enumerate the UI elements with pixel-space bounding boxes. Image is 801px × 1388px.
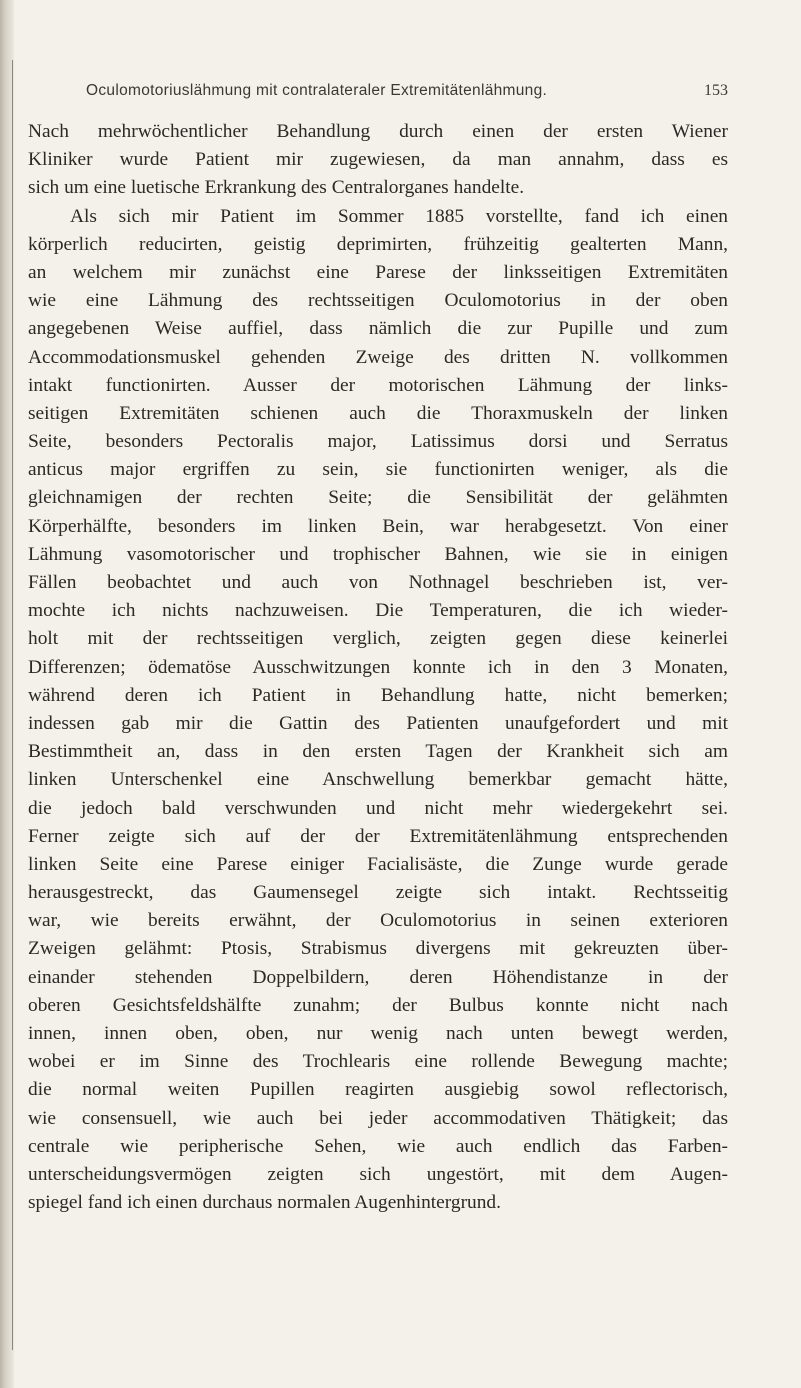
- text-line: Kliniker wurde Patient mir zugewiesen, da man annahm, dass es: [28, 149, 728, 171]
- text-line: sich um eine luetische Erkrankung des Centralorganes handelte.: [28, 177, 525, 199]
- text-line: mochte ich nichts nachzuweisen. Die Temperaturen, die ich wieder-: [28, 600, 728, 622]
- text-line: linken Unterschenkel eine Anschwellung bemerkbar gemacht hätte,: [28, 769, 728, 791]
- text-line: unterscheidungsvermögen zeigten sich ungestört, mit dem Augen-: [28, 1163, 728, 1185]
- binding-edge-line: [12, 60, 13, 1350]
- text-line: gleichnamigen der rechten Seite; die Sensibilität der gelähmten: [28, 487, 728, 509]
- text-line: oberen Gesichtsfeldshälfte zunahm; der Bulbus konnte nicht nach: [28, 994, 728, 1016]
- text-line: wie eine Lähmung des rechtsseitigen Oculomotorius in der oben: [28, 290, 728, 312]
- text-line: war, wie bereits erwähnt, der Oculomotorius in seinen exterioren: [28, 910, 728, 932]
- text-line: seitigen Extremitäten schienen auch die Thoraxmuskeln der linken: [28, 402, 728, 424]
- text-line: indessen gab mir die Gattin des Patienten unaufgefordert und mit: [28, 712, 728, 734]
- text-line: intakt functionirten. Ausser der motorischen Lähmung der links-: [28, 374, 728, 396]
- text-line: die jedoch bald verschwunden und nicht mehr wiedergekehrt sei.: [28, 797, 728, 819]
- text-line: holt mit der rechtsseitigen verglich, zeigten gegen diese keinerlei: [28, 628, 728, 650]
- text-line: Ferner zeigte sich auf der der Extremitätenlähmung entsprechenden: [28, 825, 728, 847]
- text-line: Nach mehrwöchentlicher Behandlung durch einen der ersten Wiener: [28, 121, 728, 142]
- text-line: herausgestreckt, das Gaumensegel zeigte sich intakt. Rechtsseitig: [28, 882, 728, 904]
- text-line: Als sich mir Patient im Sommer 1885 vorstellte, fand ich einen: [70, 205, 728, 227]
- page-number: 153: [704, 82, 728, 99]
- text-line: centrale wie peripherische Sehen, wie auch endlich das Farben-: [28, 1135, 728, 1157]
- text-line: angegebenen Weise auffiel, dass nämlich die zur Pupille und zum: [28, 318, 728, 340]
- text-line: anticus major ergriffen zu sein, sie functionirten weniger, als die: [28, 459, 728, 481]
- text-line: Differenzen; ödematöse Ausschwitzungen konnte ich in den 3 Monaten,: [28, 656, 728, 678]
- page-header: [68, 82, 728, 108]
- text-line: Seite, besonders Pectoralis major, Latissimus dorsi und Serratus: [28, 431, 728, 453]
- body-text: [28, 118, 728, 1217]
- text-line: Lähmung vasomotorischer und trophischer Bahnen, wie sie in einigen: [28, 543, 728, 565]
- text-line: linken Seite eine Parese einiger Facialisäste, die Zunge wurde gerade: [28, 853, 728, 875]
- text-line: während deren ich Patient in Behandlung hatte, nicht bemerken;: [28, 684, 728, 706]
- text-line: körperlich reducirten, geistig deprimirten, frühzeitig gealterten Mann,: [28, 233, 728, 255]
- text-line: an welchem mir zunächst eine Parese der linksseitigen Extremitäten: [28, 261, 728, 283]
- text-line: Körperhälfte, besonders im linken Bein, war herabgesetzt. Von einer: [28, 515, 728, 537]
- running-title: Oculomotoriuslähmung mit contralateraler Extremitätenlähmung.: [86, 82, 548, 99]
- text-line: innen, innen oben, oben, nur wenig nach unten bewegt werden,: [28, 1023, 728, 1044]
- text-line: spiegel fand ich einen durchaus normalen Augenhintergrund.: [28, 1192, 501, 1214]
- text-line: wobei er im Sinne des Trochlearis eine rollende Bewegung machte;: [28, 1051, 728, 1073]
- text-line: wie consensuell, wie auch bei jeder accommodativen Thätigkeit; das: [28, 1107, 728, 1129]
- text-line: die normal weiten Pupillen reagirten ausgiebig sowol reflectorisch,: [28, 1079, 728, 1101]
- text-line: Zweigen gelähmt: Ptosis, Strabismus divergens mit gekreuzten über-: [28, 938, 728, 960]
- text-line: Bestimmtheit an, dass in den ersten Tagen der Krankheit sich am: [28, 741, 728, 763]
- text-line: Accommodationsmuskel gehenden Zweige des dritten N. vollkommen: [28, 346, 728, 368]
- text-line: einander stehenden Doppelbildern, deren Höhendistanze in der: [28, 966, 728, 988]
- text-line: Fällen beobachtet und auch von Nothnagel beschrieben ist, ver-: [28, 572, 728, 593]
